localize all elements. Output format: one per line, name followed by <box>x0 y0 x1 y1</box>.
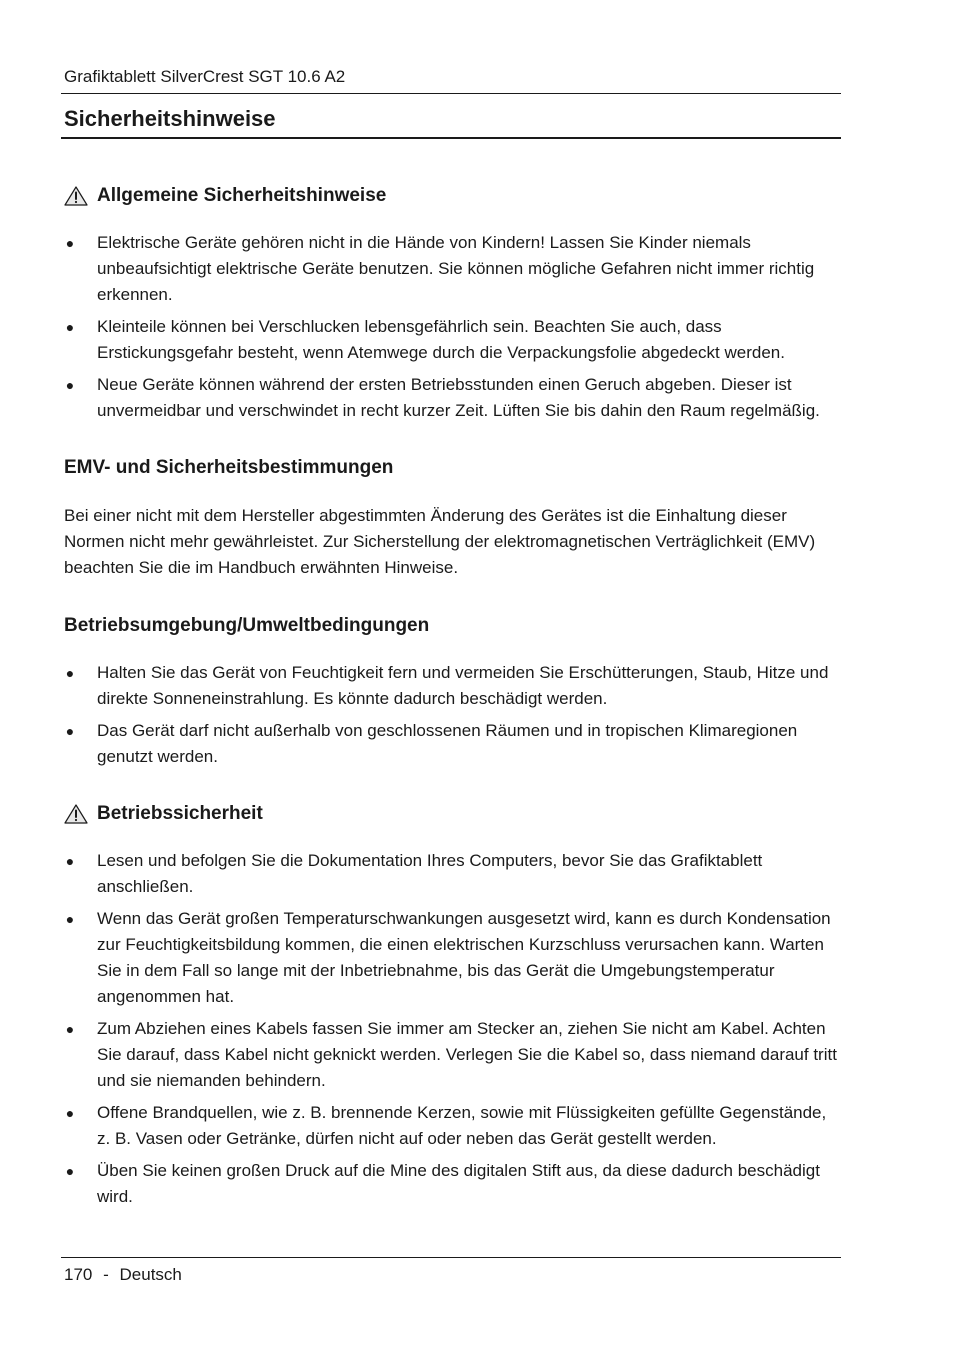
page-footer <box>64 1264 182 1286</box>
list-item-text: Neue Geräte können während der ersten Betriebsstunden einen Geruch abgeben. Dieser ist unvermeidbar und verschwindet in recht kurzer Zeit. Lüften Sie bis dahin den Raum regelmäßig. <box>97 375 820 420</box>
warning-triangle-icon <box>64 804 88 824</box>
bullet-icon: ● <box>65 665 75 681</box>
footer-rule <box>61 1257 841 1258</box>
list-item-text: Zum Abziehen eines Kabels fassen Sie immer am Stecker an, ziehen Sie nicht am Kabel. Achten Sie darauf, dass Kabel nicht geknickt werden. Verlegen Sie die Kabel so, dass niemand darauf tritt und sie niemanden behindern. <box>97 1019 837 1090</box>
bullet-icon: ● <box>65 319 75 335</box>
footer-separator: - <box>103 1265 109 1284</box>
list-item-text: Kleinteile können bei Verschlucken lebensgefährlich sein. Beachten Sie auch, dass Erstickungsgefahr besteht, wenn Atemwege durch die Verpackungsfolie abgedeckt werden. <box>97 317 785 362</box>
list-item-text: Das Gerät darf nicht außerhalb von geschlossenen Räumen und in tropischen Klimaregionen genutzt werden. <box>97 721 798 766</box>
list-item <box>64 314 841 366</box>
bullet-icon: ● <box>65 853 75 869</box>
page-title: Sicherheitshinweise <box>64 106 276 131</box>
list-item <box>64 906 841 1010</box>
bullet-icon: ● <box>65 911 75 927</box>
section-heading-general <box>64 183 386 209</box>
list-item-text: Üben Sie keinen großen Druck auf die Mine des digitalen Stift aus, da diese dadurch beschädigt wird. <box>97 1161 820 1206</box>
running-header: Grafiktablett SilverCrest SGT 10.6 A2 <box>64 67 346 86</box>
section-heading-emv: EMV- und Sicherheitsbestimmungen <box>64 457 394 478</box>
list-item <box>64 1016 841 1094</box>
list-item-text: Halten Sie das Gerät von Feuchtigkeit fern und vermeiden Sie Erschütterungen, Staub, Hitze und direkte Sonneneinstrahlung. Es könnte dadurch beschädigt werden. <box>97 663 829 708</box>
bullet-icon: ● <box>65 1163 75 1179</box>
list-item <box>64 1100 841 1152</box>
header-rule <box>61 93 841 94</box>
bullet-icon: ● <box>65 1021 75 1037</box>
footer-language: Deutsch <box>119 1265 182 1284</box>
operation-bullet-list <box>64 848 841 1216</box>
bullet-icon: ● <box>65 1105 75 1121</box>
document-page <box>64 0 841 1352</box>
bullet-icon: ● <box>65 723 75 739</box>
section-heading-operation <box>64 801 263 827</box>
emv-paragraph: Bei einer nicht mit dem Hersteller abgestimmten Änderung des Gerätes ist die Einhaltung dieser Normen nicht mehr gewährleistet. Zur Sicherstellung der elektromagnetischen Verträglichkeit (EMV) beachten Sie die im Handbuch erwähnten Hinweise. <box>64 506 816 577</box>
list-item <box>64 1158 841 1210</box>
title-rule <box>61 137 841 139</box>
section-heading-operation-label: Betriebssicherheit <box>97 803 263 824</box>
warning-triangle-icon <box>64 186 88 206</box>
section-heading-environment: Betriebsumgebung/Umweltbedingungen <box>64 615 430 636</box>
page-number: 170 <box>64 1265 93 1284</box>
list-item-text: Offene Brandquellen, wie z. B. brennende Kerzen, sowie mit Flüssigkeiten gefüllte Gegenstände, z. B. Vasen oder Getränke, dürfen nicht auf oder neben das Gerät gestellt werden. <box>97 1103 827 1148</box>
section-heading-general-label: Allgemeine Sicherheitshinweise <box>97 185 387 206</box>
general-bullet-list <box>64 230 841 430</box>
bullet-icon: ● <box>65 377 75 393</box>
list-item <box>64 848 841 900</box>
list-item <box>64 230 841 308</box>
list-item <box>64 660 841 712</box>
bullet-icon: ● <box>65 235 75 251</box>
environment-bullet-list <box>64 660 841 776</box>
list-item-text: Elektrische Geräte gehören nicht in die Hände von Kindern! Lassen Sie Kinder niemals unbeaufsichtigt elektrische Geräte benutzen. Sie können mögliche Gefahren nicht immer richtig erkennen. <box>97 233 815 304</box>
list-item <box>64 718 841 770</box>
list-item-text: Lesen und befolgen Sie die Dokumentation Ihres Computers, bevor Sie das Grafiktablett anschließen. <box>97 851 763 896</box>
list-item <box>64 372 841 424</box>
list-item-text: Wenn das Gerät großen Temperaturschwankungen ausgesetzt wird, kann es durch Kondensation zur Feuchtigkeitsbildung kommen, die einen elektrischen Kurzschluss verursachen kann. Warten Sie in dem Fall so lange mit der Inbetriebnahme, bis das Gerät die Umgebungstemperatur angenommen hat. <box>97 909 831 1006</box>
